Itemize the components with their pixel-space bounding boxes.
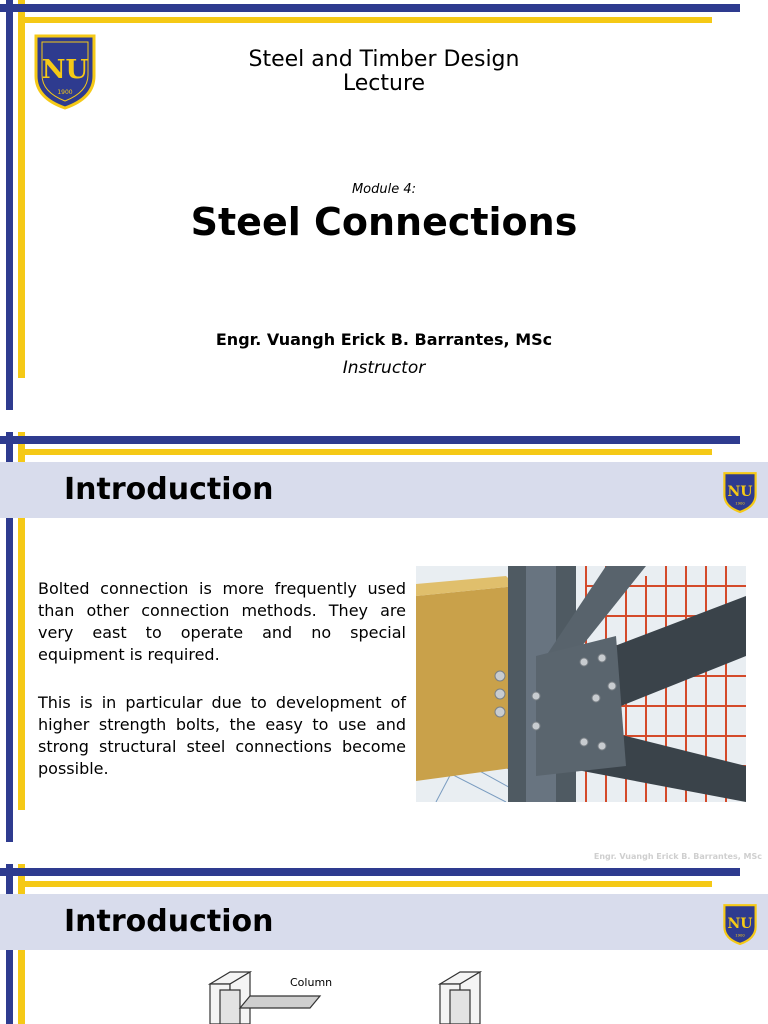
intro-paragraph-2: This is in particular due to development of higher strength bolts, the easy to use and strong structural steel connections become possible. [38, 693, 406, 778]
nu-logo-icon [722, 903, 758, 945]
nu-logo-icon [722, 471, 758, 513]
steel-connection-photo [416, 566, 746, 802]
intro-slide [0, 432, 768, 842]
top-blue-stripe [0, 868, 740, 876]
svg-text:1900: 1900 [735, 933, 745, 938]
course-title-line2: Lecture [342, 71, 426, 96]
module-title: Steel Connections [190, 200, 578, 244]
top-gold-stripe [22, 17, 712, 23]
heading-band [0, 894, 768, 950]
svg-text:NU: NU [41, 55, 89, 85]
slide-heading: Introduction [64, 472, 274, 507]
top-blue-stripe [0, 436, 740, 444]
author-name: Engr. Vuangh Erick B. Barrantes, MSc [215, 330, 553, 349]
top-gold-stripe [22, 881, 712, 887]
svg-text:NU: NU [727, 915, 753, 932]
intro-slide-2 [0, 864, 768, 1024]
top-blue-stripe [0, 4, 740, 12]
title-slide [0, 0, 768, 410]
svg-text:1900: 1900 [57, 89, 73, 96]
column-label: Column [290, 976, 333, 989]
svg-text:NU: NU [727, 483, 753, 500]
heading-band [0, 462, 768, 518]
slide-footer-text: Engr. Vuangh Erick B. Barrantes, MSc [593, 852, 762, 861]
intro-paragraph-1: Bolted connection is more frequently used than other connection methods. They are very east to operate and no special equipment is required. [38, 579, 406, 664]
top-gold-stripe [22, 449, 712, 455]
author-role: Instructor [342, 358, 426, 378]
course-title [0, 48, 768, 96]
connection-diagram [200, 964, 530, 1024]
slide-heading: Introduction [64, 904, 274, 939]
course-title-line1: Steel and Timber Design [248, 47, 520, 72]
module-label: Module 4: [351, 182, 417, 197]
svg-text:1900: 1900 [735, 501, 745, 506]
